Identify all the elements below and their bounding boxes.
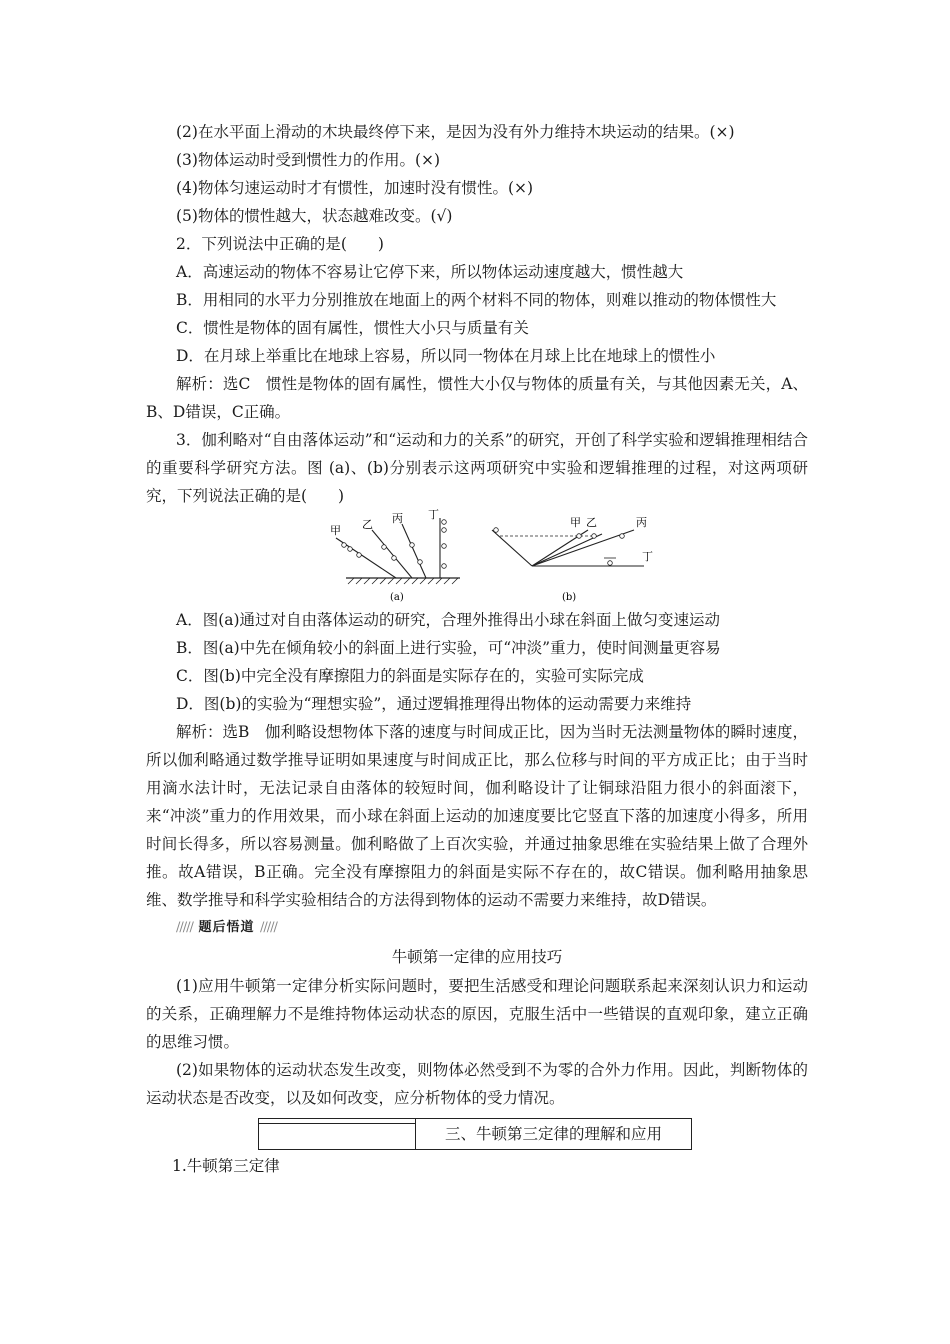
q1-item-5: (5)物体的惯性越大，状态越难改变。(√) (176, 207, 453, 225)
q2-option-d: D．在月球上举重比在地球上容易，所以同一物体在月球上比在地球上的惯性小 (176, 347, 716, 365)
q2-analysis: 解析：选C 惯性是物体的固有属性，惯性大小仅与物体的质量有关，与其他因素无关，A、B、D错误，C正确。 (146, 375, 808, 421)
q2-option-b: B．用相同的水平力分别推放在地面上的两个材料不同的物体，则难以推动的物体惯性大 (176, 291, 777, 309)
section-3-header-box (258, 1118, 692, 1150)
document-page (146, 118, 808, 1180)
q1-item-2: (2)在水平面上滑动的木块最终停下来，是因为没有外力维持木块运动的结果。(×) (176, 123, 735, 141)
q3-option-b: B．图(a)中先在倾角较小的斜面上进行实验，可“冲淡”重力，使时间测量更容易 (176, 639, 721, 657)
label-b-yi: 乙 (586, 516, 597, 529)
tips-paragraph-1: (1)应用牛顿第一定律分析实际问题时，要把生活感受和理论问题联系起来深刻认识力和运动的关系，正确理解力不是维持物体运动状态的原因，克服生活中一些错误的直观印象，建立正确的思维习惯。 (146, 977, 808, 1051)
label-a-ding: 丁 (428, 508, 439, 521)
label-b-ding: 丁 (642, 550, 653, 563)
q3-analysis: 解析：选B 伽利略设想物体下落的速度与时间成正比，因为当时无法测量物体的瞬时速度，所以伽利略通过数学推导证明如果速度与时间成正比，那么位移与时间的平方成正比；由于当时用滴水法计时，无法记录自由落体的较短时间，伽利略设计了让铜球沿阻力很小的斜面滚下，来“冲淡”重力的作用效果，而小球在斜面上运动的加速度要比它竖直下落的加速度小得多，所用时间长得多，所以容易测量。伽利略做了上百次实验，并通过抽象思维在实验结果上做了合理外推。故A错误，B正确。完全没有摩擦阻力的斜面是实际不存在的，故C错误。伽利略用抽象思维、数学推导和科学实验相结合的方法得到物体的运动不需要力来维持，故D错误。 (146, 723, 808, 909)
q3-stem: 3．伽利略对“自由落体运动”和“运动和力的关系”的研究，开创了科学实验和逻辑推理相结合的重要科学研究方法。图 (a)、(b)分别表示这两项研究中实验和逻辑推理的过程，对这两项研究，下列说法正确的是( ) (146, 431, 808, 505)
q2-option-a: A．高速运动的物体不容易让它停下来，所以物体运动速度越大，惯性越大 (176, 263, 684, 281)
q2-stem: 2．下列说法中正确的是( ) (176, 235, 384, 253)
section-3-title: 三、牛顿第三定律的理解和应用 (444, 1125, 662, 1143)
q1-item-3: (3)物体运动时受到惯性力的作用。(×) (176, 151, 441, 169)
tips-title: 牛顿第一定律的应用技巧 (391, 948, 563, 966)
q3-option-a: A．图(a)通过对自由落体运动的研究，合理外推得出小球在斜面上做匀变速运动 (176, 611, 721, 629)
label-b-bing: 丙 (636, 516, 647, 529)
figure-a (330, 508, 460, 603)
figure-b (492, 516, 653, 603)
galileo-figure (146, 508, 808, 604)
hatch-decoration-left: ///// (176, 920, 193, 935)
q3-option-c: C．图(b)中完全没有摩擦阻力的斜面是实际存在的，实验可实际完成 (176, 667, 644, 685)
hatch-decoration-right: ///// (259, 920, 277, 935)
caption-a: (a) (390, 592, 404, 603)
section-tag (146, 914, 808, 942)
section-tag-label: 题后悟道 (198, 920, 255, 935)
label-a-jia: 甲 (330, 524, 341, 537)
q2-option-c: C．惯性是物体的固有属性，惯性大小只与质量有关 (176, 319, 529, 337)
law-heading: 1.牛顿第三定律 (172, 1157, 280, 1175)
section-3-header-spacer (259, 1119, 416, 1149)
caption-b: (b) (562, 592, 577, 603)
q3-option-d: D．图(b)的实验为“理想实验”，通过逻辑推理得出物体的运动需要力来维持 (176, 695, 692, 713)
tips-paragraph-2: (2)如果物体的运动状态发生改变，则物体必然受到不为零的合外力作用。因此，判断物体的运动状态是否改变，以及如何改变，应分析物体的受力情况。 (146, 1061, 808, 1107)
label-a-bing: 丙 (392, 512, 403, 525)
q1-item-4: (4)物体匀速运动时才有惯性，加速时没有惯性。(×) (176, 179, 534, 197)
galileo-experiment-diagram (330, 508, 662, 604)
label-a-yi: 乙 (362, 518, 373, 531)
label-b-jia: 甲 (570, 516, 581, 529)
